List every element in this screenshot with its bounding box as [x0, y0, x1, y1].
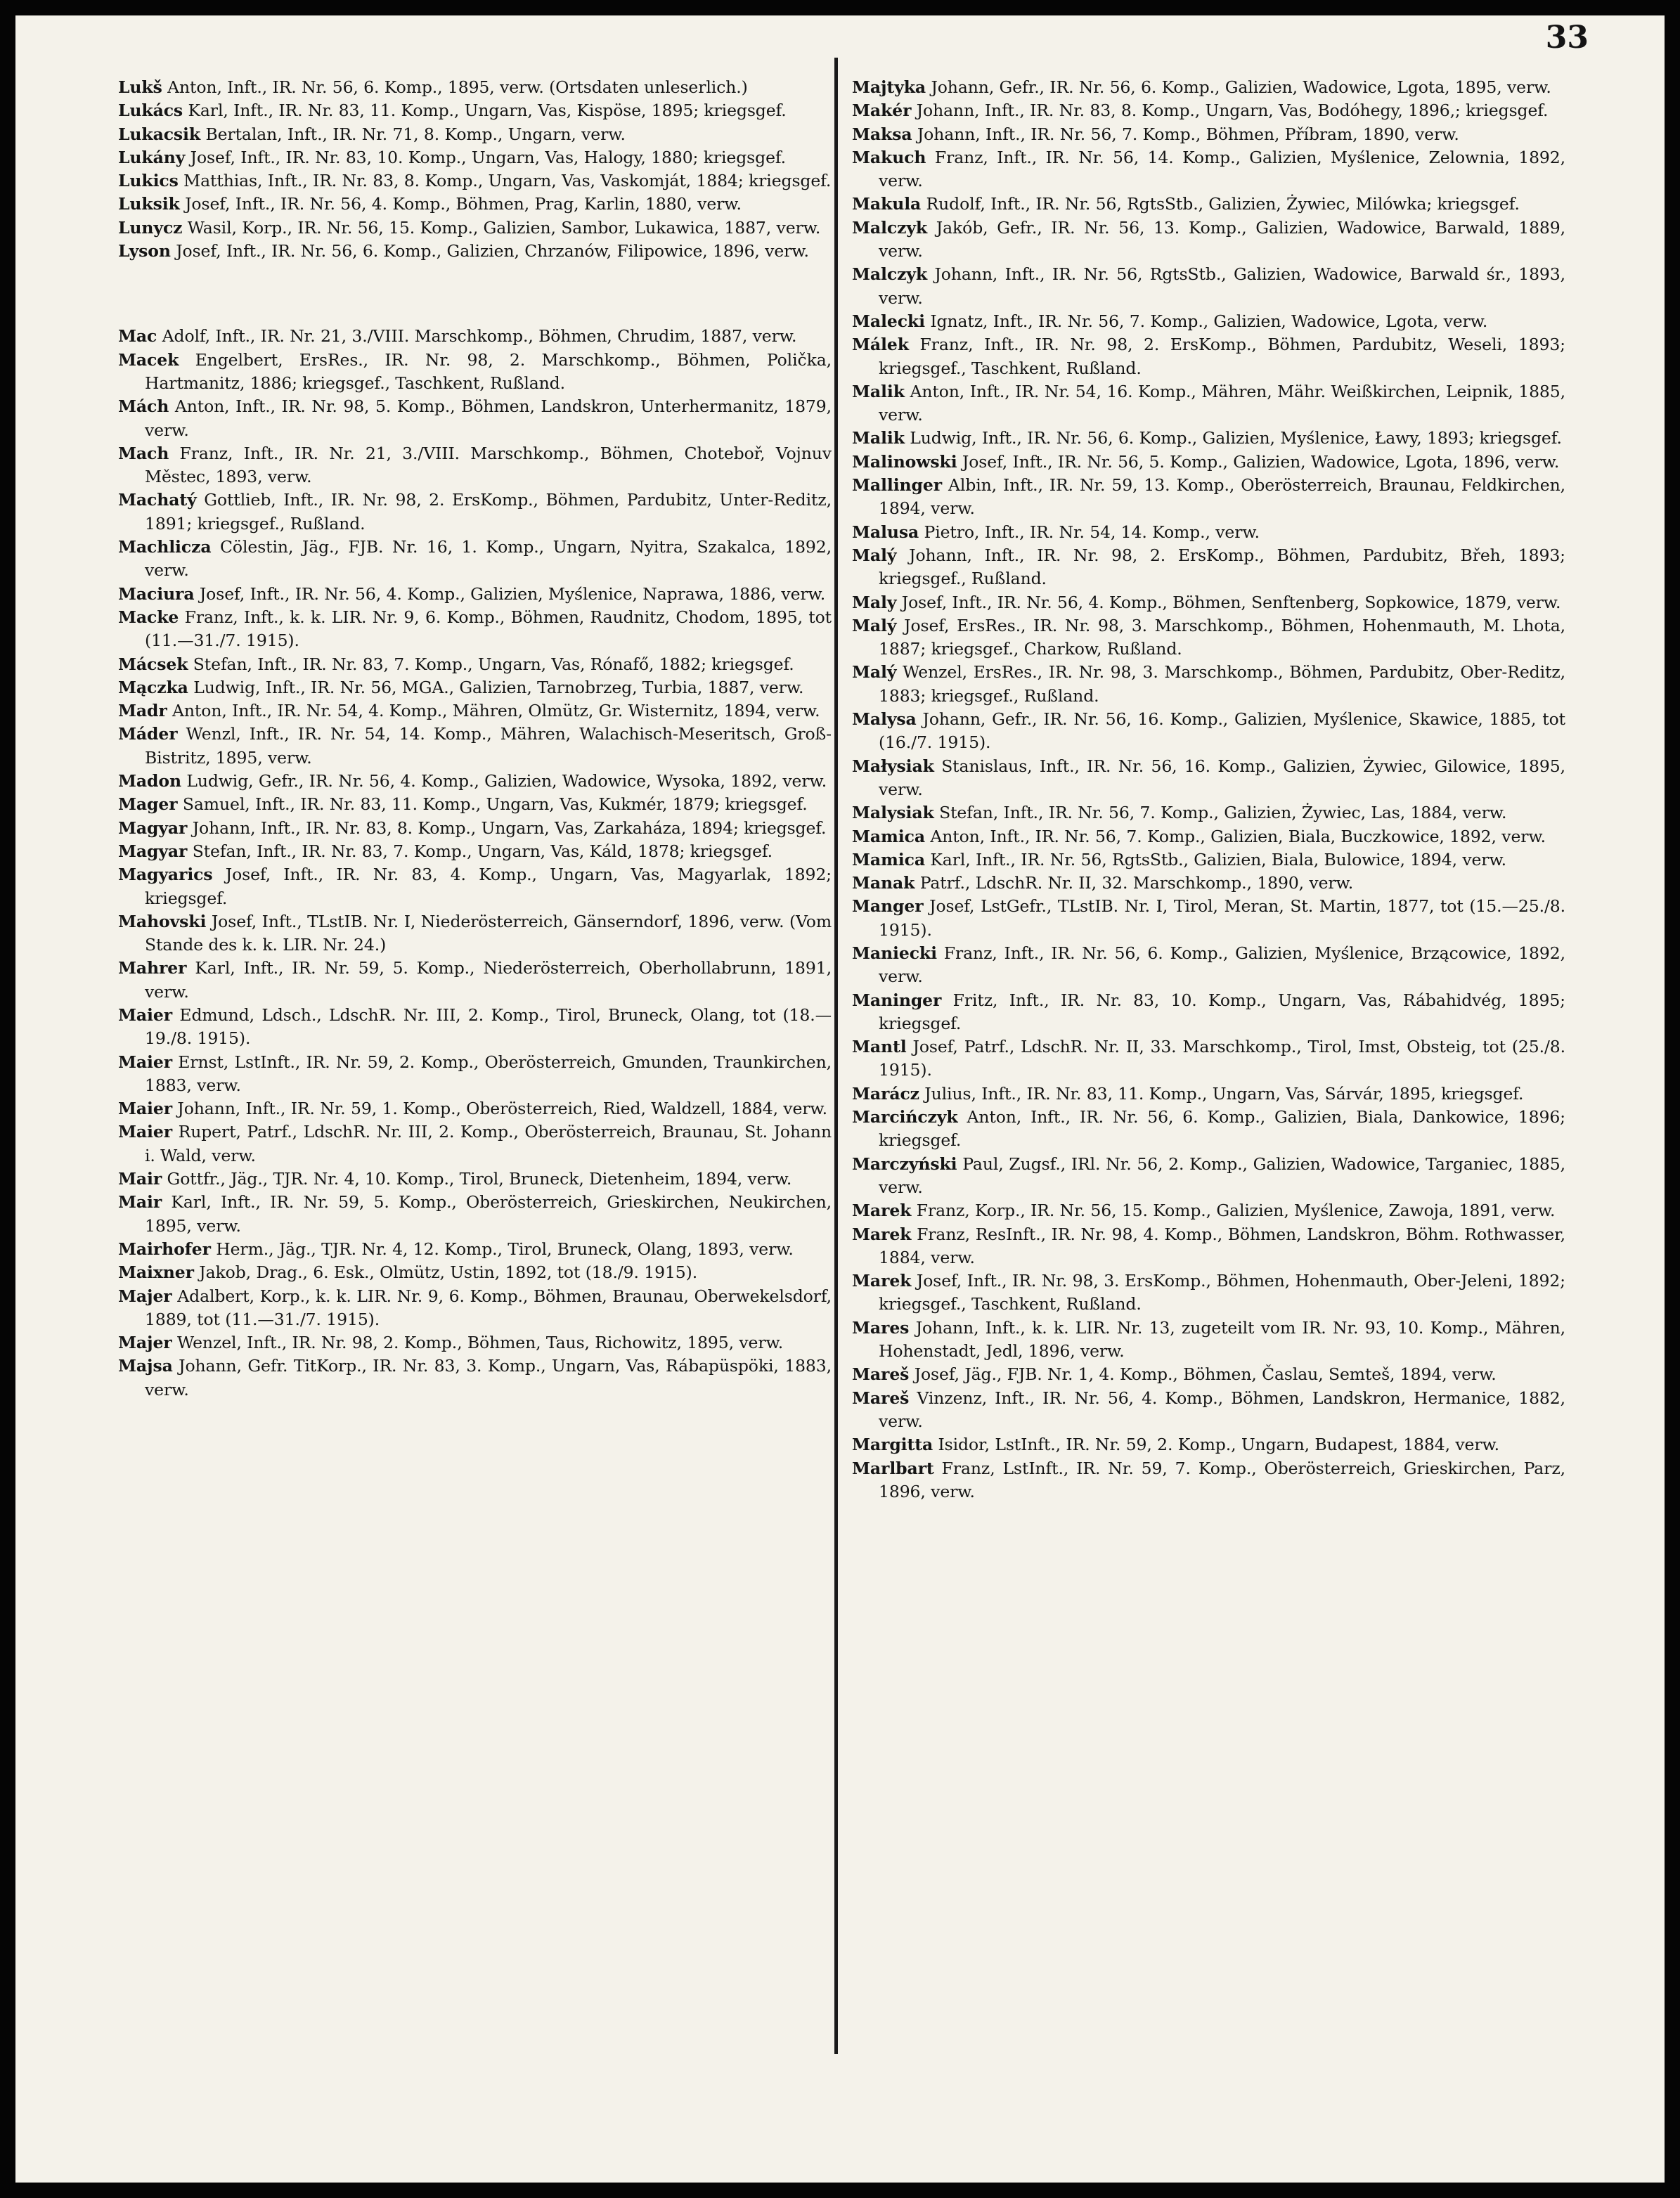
entry-details: Johann, Inft., k. k. LIR. Nr. 13, zugeteilt vom IR. Nr. 93, 10. Komp., Mähren, Hohenstadt, Jedl, 1896, verw.	[879, 1317, 1566, 1362]
entry-details: Johann, Gefr., IR. Nr. 56, 6. Komp., Galizien, Wadowice, Lgota, 1895, verw.	[931, 77, 1551, 97]
register-entry	[118, 1004, 832, 1051]
entry-details: Johann, Inft., IR. Nr. 83, 8. Komp., Ungarn, Vas, Zarkaháza, 1894; kriegsgef.	[192, 817, 827, 838]
entry-details: Franz, LstInft., IR. Nr. 59, 7. Komp., Oberösterreich, Grieskirchen, Parz, 1896, verw.	[879, 1458, 1565, 1501]
entry-surname: Maly	[852, 592, 897, 612]
entry-surname: Maniecki	[852, 943, 937, 963]
register-entry	[118, 1355, 832, 1402]
register-entry	[852, 661, 1565, 708]
entry-surname: Mączka	[118, 677, 188, 697]
section-gap	[118, 263, 832, 325]
register-entry	[852, 1035, 1565, 1082]
register-entry	[852, 99, 1565, 122]
column-divider	[834, 58, 838, 2054]
entry-surname: Maier	[118, 1004, 172, 1025]
register-entry	[118, 1051, 832, 1098]
entry-details: Ludwig, Inft., IR. Nr. 56, 6. Komp., Galizien, Myślenice, Ławy, 1893; kriegsgef.	[910, 428, 1562, 448]
entry-surname: Machatý	[118, 490, 197, 510]
entry-details: Josef, Inft., IR. Nr. 83, 4. Komp., Ungarn, Vas, Magyarlak, 1892; kriegsgef.	[145, 865, 832, 908]
entry-details: Stefan, Inft., IR. Nr. 83, 7. Komp., Ungarn, Vas, Rónafő, 1882; kriegsgef.	[193, 654, 794, 674]
entry-surname: Malý	[852, 662, 897, 683]
register-entry	[852, 872, 1565, 895]
register-entry	[118, 793, 832, 816]
entry-surname: Marek	[852, 1271, 912, 1291]
entry-surname: Malysiak	[852, 803, 934, 823]
entry-surname: Malinowski	[852, 451, 957, 472]
entry-surname: Maixner	[118, 1262, 194, 1283]
entry-details: Stanislaus, Inft., IR. Nr. 56, 16. Komp., Galizien, Żywiec, Gilowice, 1895, verw.	[879, 756, 1565, 799]
entry-details: Johann, Gefr., IR. Nr. 56, 16. Komp., Galizien, Myślenice, Skawice, 1885, tot (16./7. 1915).	[879, 709, 1565, 753]
entry-details: Fritz, Inft., IR. Nr. 83, 10. Komp., Ungarn, Vas, Rábahidvég, 1895; kriegsgef.	[879, 990, 1565, 1033]
entry-surname: Mareš	[852, 1388, 910, 1408]
register-entry	[852, 1457, 1565, 1504]
register-entry	[852, 614, 1565, 661]
entry-details: Isidor, LstInft., IR. Nr. 59, 2. Komp., Ungarn, Budapest, 1884, verw.	[938, 1435, 1500, 1455]
register-entry	[852, 333, 1565, 380]
register-entry	[118, 489, 832, 536]
register-entry	[118, 1238, 832, 1261]
entry-surname: Makula	[852, 194, 922, 214]
register-entry	[118, 583, 832, 606]
entry-surname: Majtyka	[852, 77, 926, 97]
entry-details: Edmund, Ldsch., LdschR. Nr. III, 2. Komp., Tirol, Bruneck, Olang, tot (18.—19./8. 1915).	[145, 1004, 832, 1049]
entry-surname: Marcińczyk	[852, 1107, 958, 1127]
entry-details: Franz, ResInft., IR. Nr. 98, 4. Komp., Böhmen, Landskron, Böhm. Rothwasser, 1884, verw.	[879, 1224, 1566, 1267]
entry-surname: Mamica	[852, 826, 925, 846]
entry-surname: Mach	[118, 443, 169, 463]
register-entry	[852, 825, 1565, 848]
entry-details: Rupert, Patrf., LdschR. Nr. III, 2. Komp., Oberösterreich, Braunau, St. Johann i. Wald, verw.	[145, 1122, 832, 1165]
entry-details: Pietro, Inft., IR. Nr. 54, 14. Komp., verw.	[924, 522, 1260, 542]
entry-surname: Mareš	[852, 1364, 910, 1385]
entry-surname: Maier	[118, 1099, 172, 1119]
register-entry	[852, 216, 1565, 264]
register-entry	[852, 1199, 1565, 1222]
entry-details: Johann, Gefr. TitKorp., IR. Nr. 83, 3. Komp., Ungarn, Vas, Rábapüspöki, 1883, verw.	[145, 1356, 832, 1399]
entry-details: Wenzel, ErsRes., IR. Nr. 98, 3. Marschkomp., Böhmen, Pardubitz, Ober-Reditz, 1883; kriegsgef., Rußland.	[879, 662, 1566, 706]
entry-details: Karl, Inft., IR. Nr. 56, RgtsStb., Galizien, Biala, Bulowice, 1894, verw.	[930, 849, 1507, 869]
entry-details: Ignatz, Inft., IR. Nr. 56, 7. Komp., Galizien, Wadowice, Lgota, verw.	[930, 311, 1488, 331]
entry-details: Karl, Inft., IR. Nr. 59, 5. Komp., Oberösterreich, Grieskirchen, Neukirchen, 1895, verw.	[145, 1192, 832, 1236]
entry-surname: Mac	[118, 326, 157, 347]
register-entry	[118, 1285, 832, 1332]
register-entry	[852, 1433, 1565, 1456]
entry-details: Bertalan, Inft., IR. Nr. 71, 8. Komp., Ungarn, verw.	[205, 124, 626, 144]
entry-details: Wasil, Korp., IR. Nr. 56, 15. Komp., Galizien, Sambor, Lukawica, 1887, verw.	[187, 217, 821, 238]
register-entry	[118, 240, 832, 263]
register-entry	[118, 1191, 832, 1238]
entry-surname: Macke	[118, 607, 179, 627]
document-page	[15, 15, 1665, 2183]
entry-surname: Lukš	[118, 77, 162, 97]
entry-details: Josef, ErsRes., IR. Nr. 98, 3. Marschkomp., Böhmen, Hohenmauth, M. Lhota, 1887; kriegsgef., Charkow, Rußland.	[879, 615, 1565, 659]
entry-details: Franz, Inft., IR. Nr. 56, 14. Komp., Galizien, Myślenice, Zelownia, 1892, verw.	[879, 147, 1565, 191]
entry-surname: Máder	[118, 724, 178, 744]
register-entry	[852, 146, 1565, 193]
entry-surname: Mantl	[852, 1037, 907, 1057]
entry-surname: Mares	[852, 1317, 910, 1338]
entry-surname: Magyar	[118, 841, 188, 861]
entry-surname: Marácz	[852, 1083, 919, 1104]
entry-surname: Lukics	[118, 171, 179, 191]
register-entry	[852, 591, 1565, 614]
entry-details: Stefan, Inft., IR. Nr. 83, 7. Komp., Ungarn, Vas, Káld, 1878; kriegsgef.	[192, 841, 773, 861]
entry-surname: Maier	[118, 1052, 172, 1072]
entry-details: Franz, Korp., IR. Nr. 56, 15. Komp., Galizien, Myślenice, Zawoja, 1891, verw.	[916, 1201, 1556, 1221]
entry-details: Gottfr., Jäg., TJR. Nr. 4, 10. Komp., Tirol, Bruneck, Dietenheim, 1894, verw.	[167, 1169, 792, 1189]
entry-details: Josef, Inft., IR. Nr. 83, 10. Komp., Ungarn, Vas, Halogy, 1880; kriegsgef.	[190, 147, 787, 167]
entry-details: Anton, Inft., IR. Nr. 56, 6. Komp., Galizien, Biala, Dankowice, 1896; kriegsgef.	[879, 1107, 1566, 1151]
entry-surname: Malysa	[852, 709, 917, 730]
entry-surname: Mallinger	[852, 475, 942, 496]
entry-surname: Madon	[118, 771, 181, 791]
entry-details: Stefan, Inft., IR. Nr. 56, 7. Komp., Galizien, Żywiec, Las, 1884, verw.	[939, 803, 1507, 823]
register-entry	[852, 1153, 1565, 1200]
register-entry	[852, 544, 1565, 591]
entry-details: Josef, Inft., IR. Nr. 56, 6. Komp., Galizien, Chrzanów, Filipowice, 1896, verw.	[176, 241, 809, 261]
entry-details: Anton, Inft., IR. Nr. 54, 4. Komp., Mähren, Olmütz, Gr. Wisternitz, 1894, verw.	[172, 701, 820, 721]
register-entry	[852, 1106, 1565, 1153]
register-entry	[118, 123, 832, 146]
entry-surname: Majer	[118, 1286, 172, 1306]
register-entry	[852, 474, 1565, 521]
register-entry	[118, 1261, 832, 1284]
entry-details: Anton, Inft., IR. Nr. 56, 7. Komp., Galizien, Biala, Buczkowice, 1892, verw.	[930, 826, 1546, 846]
register-entry	[118, 723, 832, 770]
entry-details: Jakob, Drag., 6. Esk., Olmütz, Ustin, 1892, tot (18./9. 1915).	[199, 1262, 698, 1283]
register-entry	[852, 1223, 1565, 1270]
register-entry	[118, 653, 832, 676]
entry-surname: Manak	[852, 873, 915, 893]
entry-details: Adolf, Inft., IR. Nr. 21, 3./VIII. Marschkomp., Böhmen, Chrudim, 1887, verw.	[162, 326, 797, 347]
entry-details: Wenzl, Inft., IR. Nr. 54, 14. Komp., Mähren, Walachisch-Meseritsch, Groß-Bistritz, 1895, verw.	[145, 724, 832, 768]
entry-details: Karl, Inft., IR. Nr. 83, 11. Komp., Ungarn, Vas, Kispöse, 1895; kriegsgef.	[188, 101, 787, 121]
entry-surname: Marek	[852, 1224, 912, 1244]
entry-details: Jakób, Gefr., IR. Nr. 56, 13. Komp., Galizien, Wadowice, Barwald, 1889, verw.	[879, 217, 1565, 261]
entry-details: Julius, Inft., IR. Nr. 83, 11. Komp., Ungarn, Vas, Sárvár, 1895, kriegsgef.	[924, 1083, 1524, 1104]
entry-details: Cölestin, Jäg., FJB. Nr. 16, 1. Komp., Ungarn, Nyitra, Szakalca, 1892, verw.	[145, 537, 832, 581]
entry-surname: Lyson	[118, 241, 171, 261]
register-entry	[852, 76, 1565, 99]
register-entry	[852, 380, 1565, 427]
entry-surname: Magyar	[118, 817, 188, 838]
register-entry	[118, 910, 832, 957]
register-entry	[118, 76, 832, 99]
register-entry	[118, 99, 832, 122]
register-entry	[118, 863, 832, 910]
entry-details: Patrf., LdschR. Nr. II, 32. Marschkomp., 1890, verw.	[919, 873, 1354, 893]
entry-surname: Marczyński	[852, 1153, 957, 1174]
entry-surname: Magyarics	[118, 865, 213, 885]
entry-details: Albin, Inft., IR. Nr. 59, 13. Komp., Oberösterreich, Braunau, Feldkirchen, 1894, verw.	[879, 475, 1565, 519]
page-number: 33	[1545, 20, 1589, 56]
entry-details: Josef, Inft., IR. Nr. 56, 4. Komp., Böhmen, Prag, Karlin, 1880, verw.	[185, 194, 742, 214]
entry-details: Johann, Inft., IR. Nr. 56, 7. Komp., Böhmen, Příbram, 1890, verw.	[917, 124, 1459, 144]
register-entry	[118, 817, 832, 840]
register-entry	[118, 606, 832, 653]
register-entry	[118, 1331, 832, 1355]
entry-details: Ernst, LstInft., IR. Nr. 59, 2. Komp., Oberösterreich, Gmunden, Traunkirchen, 1883, verw.	[145, 1052, 832, 1095]
entry-details: Engelbert, ErsRes., IR. Nr. 98, 2. Marschkomp., Böhmen, Polička, Hartmanitz, 1886; kriegsgef., Taschkent, Rußland.	[145, 349, 832, 393]
entry-surname: Mamica	[852, 849, 925, 869]
entry-surname: Lukacsik	[118, 124, 201, 144]
entry-surname: Majer	[118, 1333, 172, 1353]
entry-surname: Machlicza	[118, 537, 212, 557]
entry-details: Rudolf, Inft., IR. Nr. 56, RgtsStb., Galizien, Żywiec, Milówka; kriegsgef.	[926, 194, 1520, 214]
register-entry	[852, 1387, 1565, 1434]
entry-details: Paul, Zugsf., IRl. Nr. 56, 2. Komp., Galizien, Wadowice, Targaniec, 1885, verw.	[879, 1153, 1565, 1197]
register-entry	[118, 349, 832, 396]
entry-surname: Malczyk	[852, 264, 928, 285]
register-entry	[852, 895, 1565, 942]
entry-surname: Mair	[118, 1192, 162, 1213]
entry-details: Franz, Inft., k. k. LIR. Nr. 9, 6. Komp., Böhmen, Raudnitz, Chodom, 1895, tot (11.—31./7. 1915).	[145, 607, 832, 651]
entry-details: Johann, Inft., IR. Nr. 83, 8. Komp., Ungarn, Vas, Bodóhegy, 1896,; kriegsgef.	[916, 101, 1549, 121]
entry-details: Franz, Inft., IR. Nr. 56, 6. Komp., Galizien, Myślenice, Brzącowice, 1892, verw.	[879, 943, 1565, 987]
entry-details: Wenzel, Inft., IR. Nr. 98, 2. Komp., Böhmen, Taus, Richowitz, 1895, verw.	[176, 1333, 784, 1353]
entry-surname: Maksa	[852, 124, 912, 144]
entry-details: Franz, Inft., IR. Nr. 98, 2. ErsKomp., Böhmen, Pardubitz, Weseli, 1893; kriegsgef., Taschkent, Rußland.	[879, 335, 1565, 378]
entry-surname: Marek	[852, 1201, 912, 1221]
register-entry	[852, 310, 1565, 333]
entry-details: Anton, Inft., IR. Nr. 98, 5. Komp., Böhmen, Landskron, Unterhermanitz, 1879, verw.	[145, 396, 832, 440]
entry-details: Gottlieb, Inft., IR. Nr. 98, 2. ErsKomp., Böhmen, Pardubitz, Unter-Reditz, 1891; kriegsgef., Rußland.	[145, 490, 832, 534]
register-entry	[118, 699, 832, 723]
entry-surname: Mácsek	[118, 654, 188, 674]
entry-surname: Lunycz	[118, 217, 183, 238]
entry-surname: Lukány	[118, 147, 186, 167]
entry-details: Karl, Inft., IR. Nr. 59, 5. Komp., Niederösterreich, Oberhollabrunn, 1891, verw.	[145, 958, 832, 1002]
register-entry	[118, 169, 832, 193]
register-entry	[118, 770, 832, 793]
register-entry	[852, 848, 1565, 872]
register-entry	[118, 1097, 832, 1120]
entry-surname: Makuch	[852, 147, 926, 167]
entry-details: Josef, Inft., IR. Nr. 56, 5. Komp., Galizien, Wadowice, Lgota, 1896, verw.	[962, 451, 1560, 472]
entry-surname: Makér	[852, 101, 912, 121]
register-entry	[852, 755, 1565, 802]
entry-details: Anton, Inft., IR. Nr. 54, 16. Komp., Mähren, Mähr. Weißkirchen, Leipnik, 1885, verw.	[879, 381, 1565, 425]
register-entry	[852, 123, 1565, 146]
register-entry	[118, 395, 832, 442]
entry-surname: Luksik	[118, 194, 180, 214]
register-entry	[852, 989, 1565, 1036]
entry-details: Ludwig, Gefr., IR. Nr. 56, 4. Komp., Galizien, Wadowice, Wysoka, 1892, verw.	[186, 771, 827, 791]
register-entry	[118, 840, 832, 863]
register-entry	[852, 263, 1565, 310]
register-entry	[118, 216, 832, 240]
entry-details: Franz, Inft., IR. Nr. 21, 3./VIII. Marschkomp., Böhmen, Chotebоř, Vojnuv Městec, 1893, verw.	[145, 443, 832, 487]
register-entry	[118, 1168, 832, 1191]
entry-surname: Malczyk	[852, 217, 928, 238]
entry-surname: Malik	[852, 381, 905, 401]
entry-surname: Malecki	[852, 311, 925, 331]
entry-details: Ludwig, Inft., IR. Nr. 56, MGA., Galizien, Tarnobrzeg, Turbia, 1887, verw.	[193, 677, 804, 697]
entry-details: Johann, Inft., IR. Nr. 56, RgtsStb., Galizien, Wadowice, Barwald śr., 1893, verw.	[879, 264, 1565, 308]
entry-details: Josef, Inft., TLstIB. Nr. I, Niederösterreich, Gänserndorf, 1896, verw. (Vom Stande des k. k. LIR. Nr. 24.)	[145, 911, 832, 955]
register-entry	[852, 1269, 1565, 1317]
entry-details: Samuel, Inft., IR. Nr. 83, 11. Komp., Ungarn, Vas, Kukmér, 1879; kriegsgef.	[182, 794, 808, 815]
entry-surname: Mahrer	[118, 958, 187, 978]
entry-surname: Margitta	[852, 1435, 933, 1455]
entry-surname: Małysiak	[852, 756, 934, 776]
right-column	[852, 76, 1565, 1504]
entry-details: Josef, Jäg., FJB. Nr. 1, 4. Komp., Böhmen, Časlau, Semteš, 1894, verw.	[914, 1364, 1497, 1385]
register-entry	[118, 442, 832, 489]
register-entry	[852, 1082, 1565, 1106]
entry-details: Josef, LstGefr., TLstIB. Nr. I, Tirol, Meran, St. Martin, 1877, tot (15.—25./8. 1915).	[879, 896, 1566, 940]
entry-surname: Mahovski	[118, 911, 207, 931]
entry-surname: Malý	[852, 545, 897, 565]
register-entry	[852, 942, 1565, 989]
entry-surname: Malik	[852, 428, 905, 448]
register-entry	[118, 536, 832, 583]
entry-surname: Majsa	[118, 1356, 173, 1376]
register-entry	[852, 1363, 1565, 1386]
entry-surname: Málek	[852, 335, 909, 355]
entry-surname: Madr	[118, 701, 167, 721]
register-entry	[118, 957, 832, 1004]
entry-details: Johann, Inft., IR. Nr. 59, 1. Komp., Oberösterreich, Ried, Waldzell, 1884, verw.	[177, 1099, 828, 1119]
entry-details: Josef, Patrf., LdschR. Nr. II, 33. Marschkomp., Tirol, Imst, Obsteig, tot (25./8. 1915).	[879, 1037, 1565, 1080]
entry-surname: Mairhofer	[118, 1239, 211, 1259]
entry-surname: Manger	[852, 896, 924, 917]
entry-details: Matthias, Inft., IR. Nr. 83, 8. Komp., Ungarn, Vas, Vaskomját, 1884; kriegsgef.	[183, 171, 832, 191]
register-entry	[852, 451, 1565, 474]
entry-details: Johann, Inft., IR. Nr. 98, 2. ErsKomp., Böhmen, Pardubitz, Břeh, 1893; kriegsgef., Rußland.	[879, 545, 1565, 589]
entry-details: Adalbert, Korp., k. k. LIR. Nr. 9, 6. Komp., Böhmen, Braunau, Oberwekelsdorf, 1889, tot (11.—31./7. 1915).	[145, 1286, 832, 1329]
register-entry	[852, 193, 1565, 216]
register-entry	[852, 708, 1565, 755]
entry-surname: Maier	[118, 1122, 172, 1142]
entry-surname: Malusa	[852, 522, 919, 542]
entry-surname: Maninger	[852, 990, 942, 1010]
entry-details: Anton, Inft., IR. Nr. 56, 6. Komp., 1895, verw. (Ortsdaten unleserlich.)	[167, 77, 748, 97]
left-column	[118, 76, 832, 1402]
register-entry	[852, 1317, 1565, 1364]
register-entry	[852, 521, 1565, 544]
entry-surname: Malý	[852, 615, 897, 635]
register-entry	[118, 325, 832, 348]
register-entry	[118, 146, 832, 169]
entry-surname: Lukács	[118, 101, 183, 121]
register-entry	[852, 801, 1565, 825]
register-entry	[852, 427, 1565, 450]
entry-details: Josef, Inft., IR. Nr. 98, 3. ErsKomp., Böhmen, Hohenmauth, Ober-Jeleni, 1892; kriegsgef., Taschkent, Rußland.	[879, 1271, 1565, 1314]
entry-details: Vinzenz, Inft., IR. Nr. 56, 4. Komp., Böhmen, Landskron, Hermanice, 1882, verw.	[879, 1388, 1565, 1431]
entry-surname: Mách	[118, 396, 169, 417]
entry-surname: Mair	[118, 1169, 162, 1189]
entry-details: Josef, Inft., IR. Nr. 56, 4. Komp., Böhmen, Senftenberg, Sopkowice, 1879, verw.	[901, 592, 1561, 612]
register-entry	[118, 676, 832, 699]
register-entry	[118, 1120, 832, 1168]
entry-details: Herm., Jäg., TJR. Nr. 4, 12. Komp., Tirol, Bruneck, Olang, 1893, verw.	[216, 1239, 794, 1259]
entry-surname: Macek	[118, 349, 179, 370]
entry-details: Josef, Inft., IR. Nr. 56, 4. Komp., Galizien, Myślenice, Naprawa, 1886, verw.	[199, 583, 826, 604]
entry-surname: Mager	[118, 794, 178, 815]
register-entry	[118, 193, 832, 216]
entry-surname: Maciura	[118, 583, 195, 604]
entry-surname: Marlbart	[852, 1458, 934, 1478]
